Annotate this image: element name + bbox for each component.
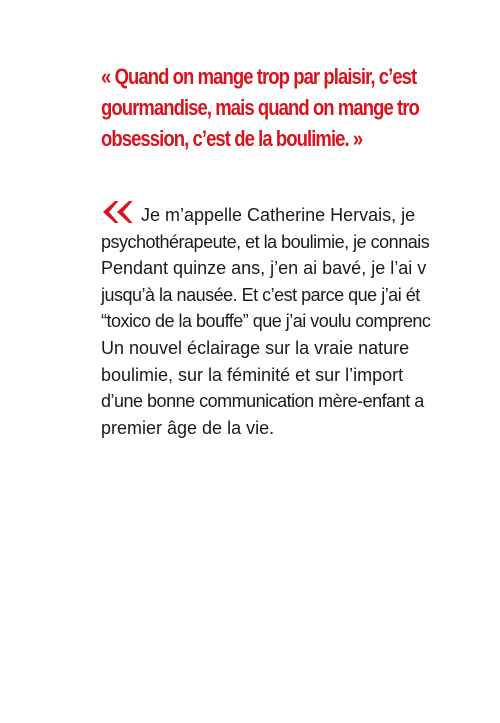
body-line: Pendant quinze ans, j’en ai bavé, je l’ai v <box>101 258 427 279</box>
body-line: “toxico de la bouffe” que j’ai voulu comprenc <box>101 311 431 332</box>
opening-guillemet-icon <box>101 201 133 223</box>
body-line-text: Je m’appelle Catherine Hervais, je <box>141 205 416 225</box>
body-line: jusqu’à la nausée. Et c’est parce que j’ai ét <box>101 284 420 305</box>
pull-quote-line: gourmandise, mais quand on mange tro <box>101 95 419 120</box>
body-line: psychothérapeute, et la boulimie, je connais <box>101 231 430 252</box>
pull-quote-line: obsession, c’est de la boulimie. » <box>101 126 363 151</box>
body-line: premier âge de la vie. <box>101 417 275 438</box>
body-line: boulimie, sur la féminité et sur l’import <box>101 364 404 385</box>
pull-quote <box>101 61 419 154</box>
body-line-first <box>101 201 430 229</box>
pull-quote-line: « Quand on mange trop par plaisir, c’est <box>101 64 417 89</box>
body-line: d’une bonne communication mère-enfant a <box>101 391 424 412</box>
body-line: Un nouvel éclairage sur la vraie nature <box>101 337 410 358</box>
body-text <box>101 201 430 441</box>
